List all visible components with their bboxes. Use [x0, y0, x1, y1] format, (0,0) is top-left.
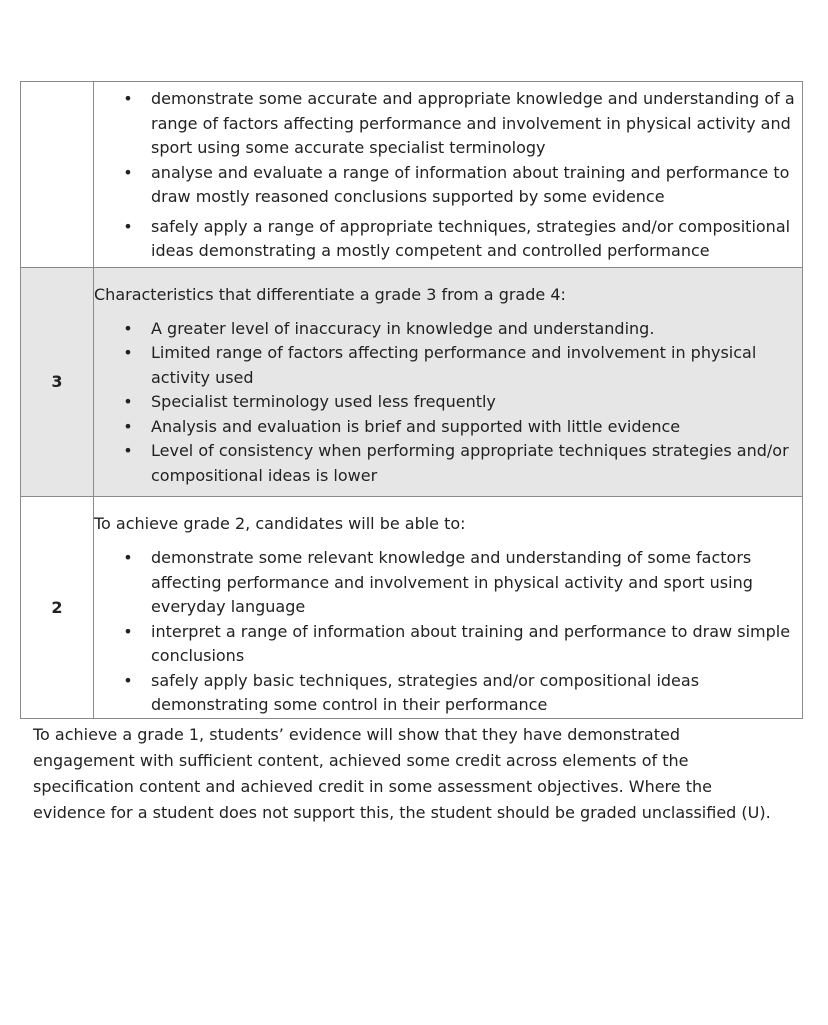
row-intro: Characteristics that differentiate a grade 3 from a grade 4:	[94, 284, 566, 304]
list-item-text: interpret a range of information about training and performance to draw simple conclusions	[151, 621, 791, 665]
list-item	[94, 215, 802, 264]
list-item-text: Specialist terminology used less frequently	[151, 392, 496, 411]
grade-descriptor-table	[20, 81, 803, 719]
bullet-list	[94, 87, 802, 264]
descriptor-cell	[94, 497, 803, 719]
list-item-text: analyse and evaluate a range of information about training and performance to draw mostly reasoned conclusions supported by some evidence	[151, 162, 790, 206]
grade-1-paragraph: To achieve a grade 1, students’ evidence will show that they have demonstrated engagement with sufficient content, achieved some credit across elements of the specification content and achieved credit in some assessment objectives. Where the evidence for a student does not support this, the student should be graded unclassified (U).	[33, 724, 771, 822]
bullet-icon: •	[123, 416, 133, 436]
list-item	[94, 439, 802, 488]
list-item-text: Level of consistency when performing appropriate techniques strategies and/or compositional ideas is lower	[151, 441, 789, 485]
bullet-icon: •	[123, 670, 133, 690]
list-item-text: A greater level of inaccuracy in knowledge and understanding.	[151, 318, 655, 338]
bullet-icon: •	[123, 318, 133, 338]
bullet-icon: •	[123, 89, 133, 108]
grade-cell	[21, 497, 94, 719]
list-item	[94, 317, 802, 342]
bullet-list	[94, 317, 802, 489]
list-item	[94, 390, 802, 415]
row-intro: To achieve grade 2, candidates will be able to:	[94, 514, 466, 533]
grade-cell	[21, 267, 94, 497]
list-item-text: demonstrate some accurate and appropriate knowledge and understanding of a range of factors affecting performance and involvement in physical activity and sport using some accurate specialist terminology	[151, 89, 795, 157]
list-item	[94, 546, 802, 620]
bullet-icon: •	[123, 621, 133, 641]
bullet-icon: •	[123, 441, 133, 460]
bullet-icon: •	[123, 162, 133, 182]
descriptor-cell	[94, 82, 803, 268]
list-item-text: safely apply basic techniques, strategies and/or compositional ideas demonstrating some control in their performance	[151, 670, 700, 714]
table-row	[21, 267, 803, 497]
grade-label: 2	[51, 597, 63, 617]
list-item	[94, 669, 802, 718]
list-item	[94, 87, 802, 161]
descriptor-cell	[94, 267, 803, 497]
bullet-icon: •	[123, 548, 133, 567]
bullet-icon: •	[123, 343, 133, 362]
list-item-text: demonstrate some relevant knowledge and understanding of some factors affecting performance and involvement in physical activity and sport using everyday language	[151, 548, 753, 616]
list-item	[94, 161, 802, 210]
list-item	[94, 620, 802, 669]
bullet-list	[94, 546, 802, 718]
list-item	[94, 341, 802, 390]
grade-label: 3	[51, 372, 63, 392]
table-row	[21, 497, 803, 719]
list-item-text: Limited range of factors affecting performance and involvement in physical activity used	[151, 343, 757, 387]
list-item	[94, 415, 802, 440]
table-row	[21, 82, 803, 268]
bullet-icon: •	[123, 216, 133, 236]
grade-cell	[21, 82, 94, 268]
list-item-text: safely apply a range of appropriate techniques, strategies and/or compositional ideas demonstrating a mostly competent and controlled performance	[151, 216, 791, 260]
bullet-icon: •	[123, 392, 133, 411]
list-item-text: Analysis and evaluation is brief and supported with little evidence	[151, 416, 681, 436]
